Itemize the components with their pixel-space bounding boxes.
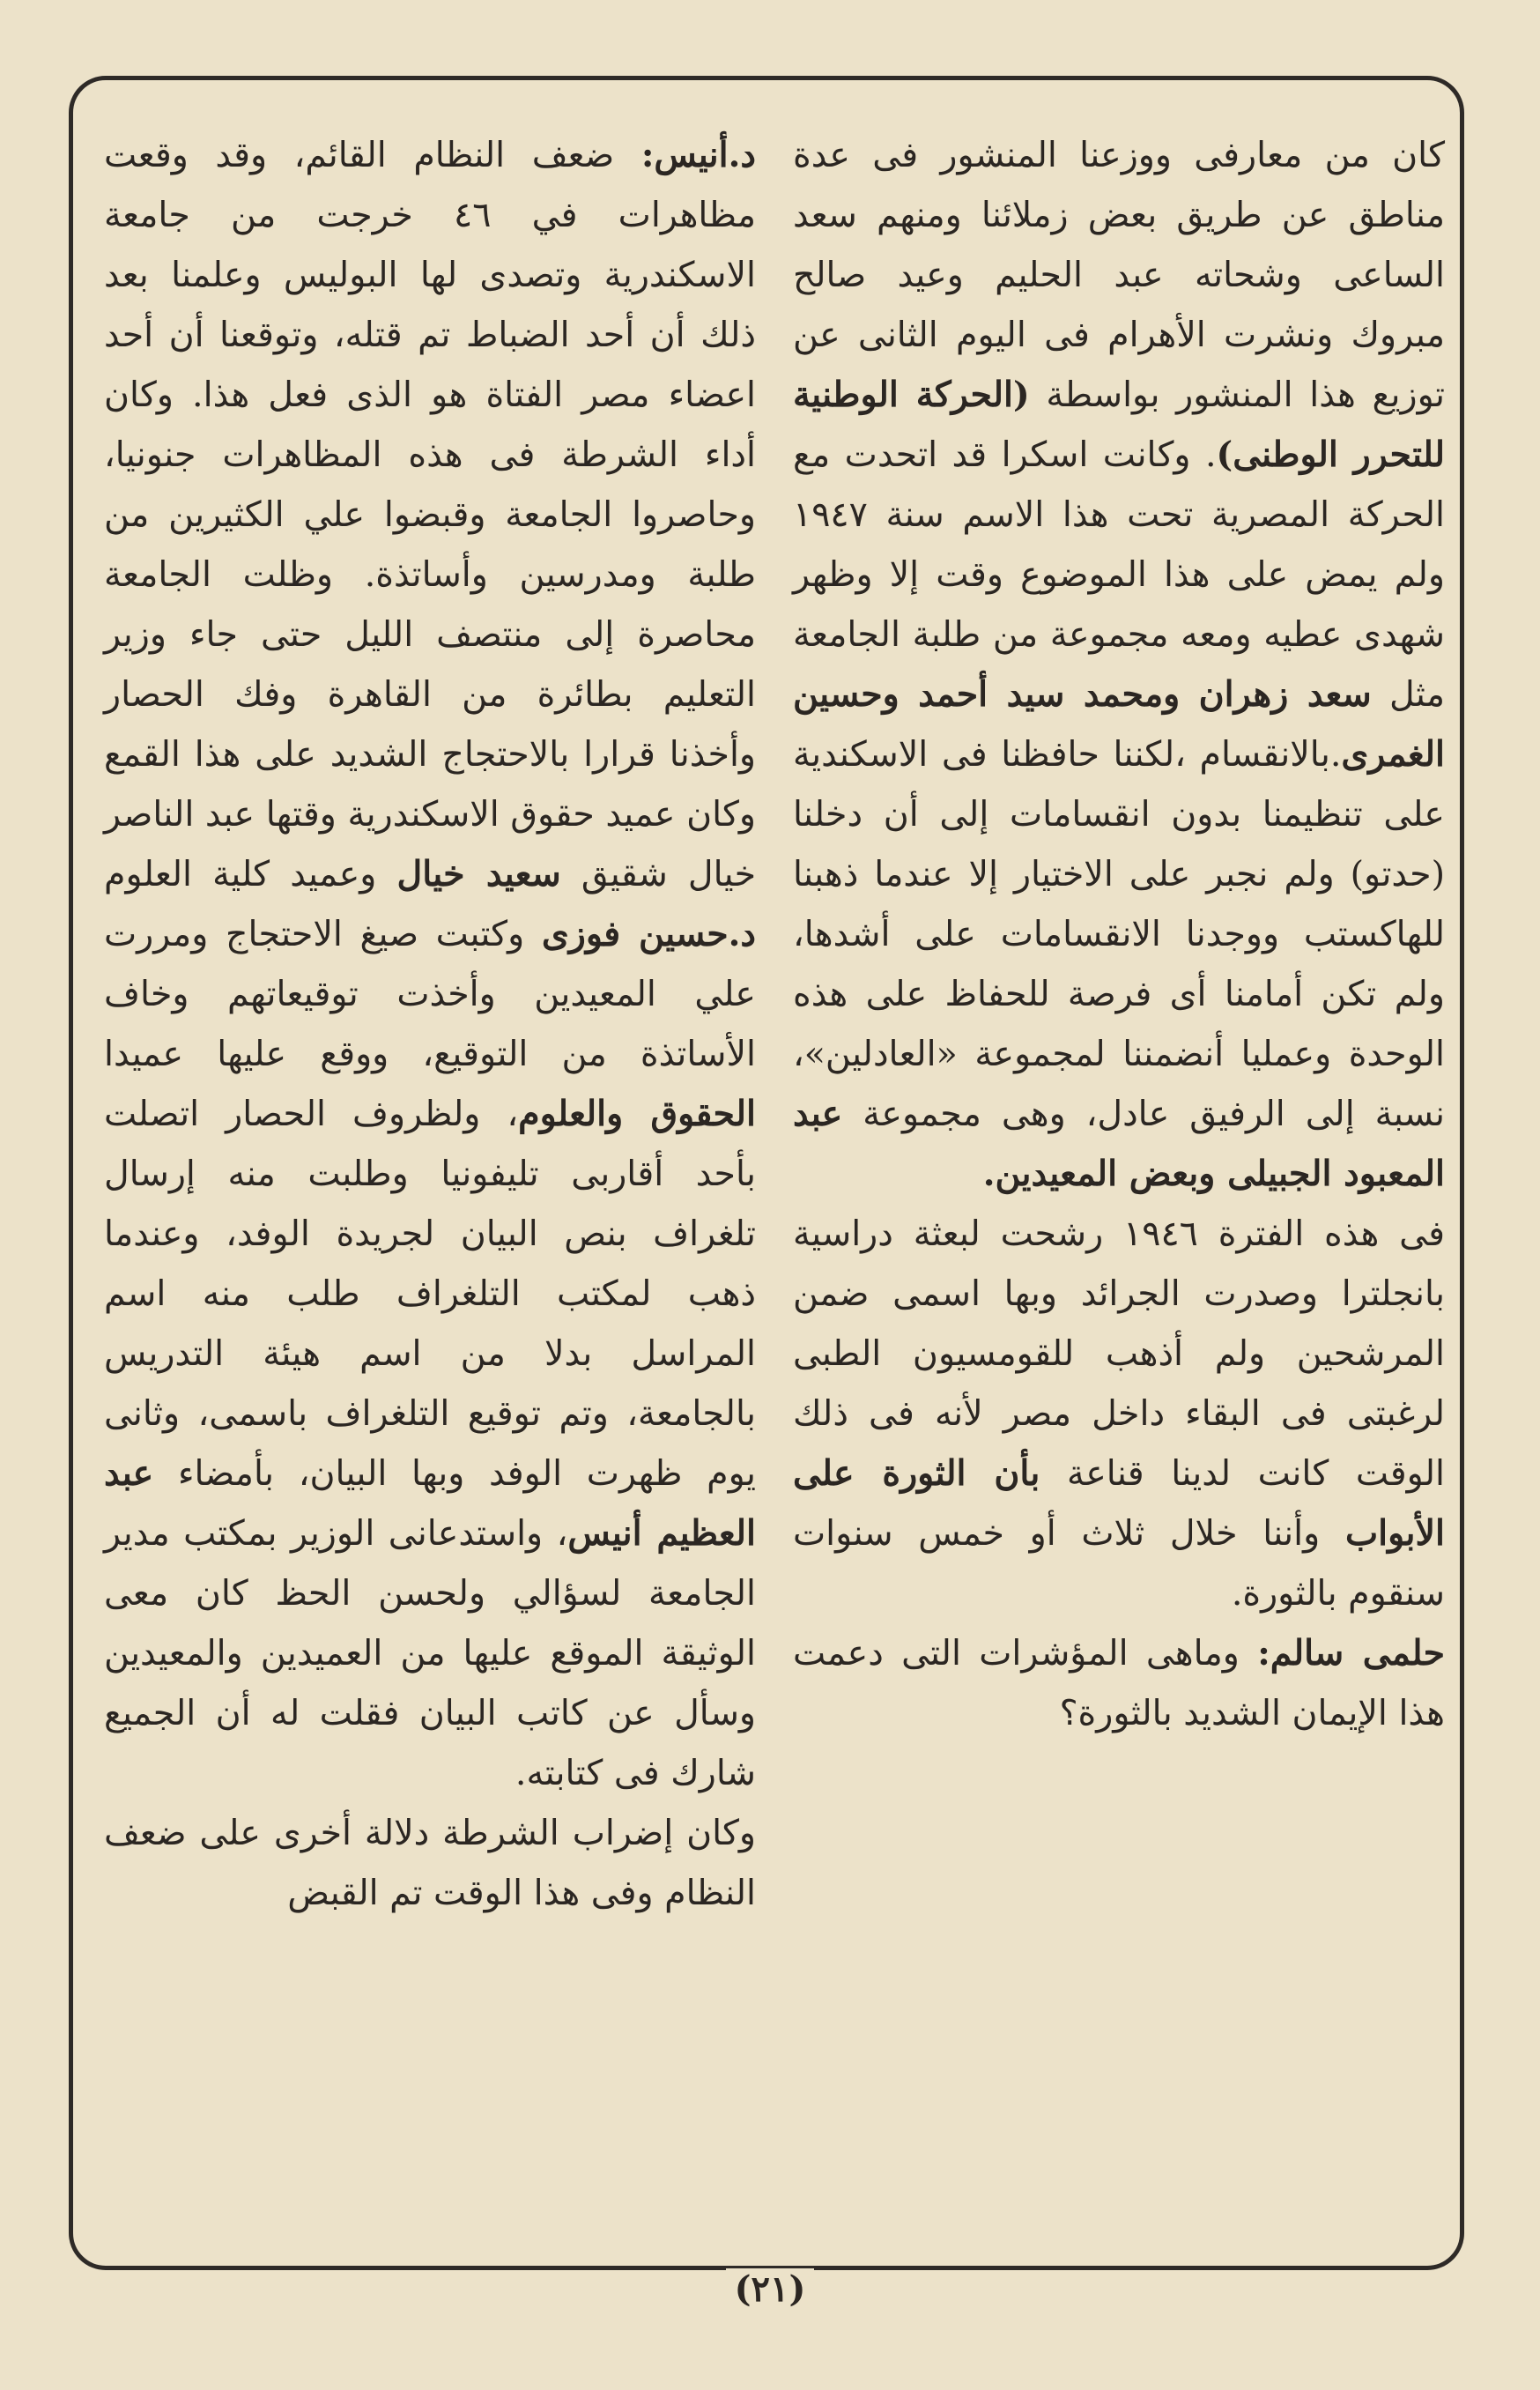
page-number: (٢١) [726,2268,814,2311]
bold-text-name: د.حسين فوزى [541,914,756,954]
bold-text-quote: بأن الثورة على الأبواب [793,1453,1445,1554]
bold-text-name: سعيد خيال [396,854,561,894]
text-run: فى هذه الفترة ١٩٤٦ رشحت لبعثة دراسية بانجلترا وصدرت الجرائد وبها اسمى ضمن المرشحين ولم أذهب للقومسيون الطبى لرغبتى فى البقاء داخل مصر لأنه فى ذلك الوقت كانت لدينا قناعة [793,1214,1445,1494]
article-column-right [793,125,1445,1743]
text-run: .بالانقسام ،لكننا حافظنا فى الاسكندية على تنظيمنا بدون انقسامات إلى أن دخلنا (حدتو) ولم نجبر على الاختيار إلا عندما ذهبنا للهاكستب ووجدنا الانقسامات على أشدها، ولم تكن أمامنا أى فرصة للحفاظ على هذه الوحدة وعمليا أنضمننا لمجموعة «العادلين»، نسبة إلى الرفيق عادل، وهى مجموعة [793,734,1445,1134]
paragraph-right-2 [793,1204,1445,1623]
text-run: وأننا خلال ثلاث أو خمس سنوات سنقوم بالثورة. [793,1513,1445,1614]
paragraph-right-3 [793,1623,1445,1743]
text-run: ضعف النظام القائم، وقد وقعت مظاهرات في ٤٦ خرجت من جامعة الاسكندرية وتصدى لها البوليس وعلمنا بعد ذلك أن أحد الضباط تم قتله، وتوقعنا أن أحد اعضاء مصر الفتاة هو الذى فعل هذا. وكان أداء الشرطة فى هذه المظاهرات جنونيا، وحاصروا الجامعة وقبضوا علي الكثيرين من طلبة ومدرسين وأساتذة. وظلت الجامعة محاصرة إلى منتصف الليل حتى جاء وزير التعليم بطائرة من القاهرة وفك الحصار وأخذنا قرارا بالاحتجاج الشديد على هذا القمع وكان عميد حقوق الاسكندرية وقتها عبد الناصر خيال شقيق [104,135,757,894]
article-column-left [104,125,756,1923]
text-run: وكتبت صيغ الاحتجاج ومررت علي المعيدين وأخذت توقيعاتهم وخاف الأساتذة من التوقيع، ووقع عليها عميدا [104,914,756,1074]
paragraph-left-1 [104,125,756,1803]
speaker-label: حلمى سالم: [1257,1633,1445,1674]
text-run: كان من معارفى ووزعنا المنشور فى عدة مناطق عن طريق بعض زملائنا ومنهم سعد الساعى وشحاته عبد الحليم وعيد صالح مبروك ونشرت الأهرام فى اليوم الثانى عن توزيع هذا المنشور بواسطة [793,135,1445,415]
bold-text-organization: (الحركة الوطنية للتحرر الوطنى) [793,375,1445,475]
bold-text-names: عبد المعبود الجبيلى وبعض المعيدين. [793,1094,1445,1194]
text-run: ، واستدعانى الوزير بمكتب مدير الجامعة لسؤالي ولحسن الحظ كان معى الوثيقة الموقع عليها من العميدين والمعيدين وسأل عن كاتب البيان فقلت له أن الجميع شارك فى كتابته. [104,1513,756,1793]
text-run: . وكانت اسكرا قد اتحدت مع الحركة المصرية تحت هذا الاسم سنة ١٩٤٧ ولم يمض على هذا الموضوع وقت إلا وظهر شهدى عطيه ومعه مجموعة من طلبة الجامعة مثل [793,434,1445,715]
speaker-label: د.أنيس: [640,135,756,175]
text-run: ، ولظروف الحصار اتصلت بأحد أقاربى تليفونيا وطلبت منه إرسال تلغراف بنص البيان لجريدة الوفد، وعندما ذهب لمكتب التلغراف طلب منه اسم المراسل بدلا من اسم هيئة التدريس بالجامعة، وتم توقيع التلغراف باسمى، وثانى يوم ظهرت الوفد وبها البيان، بأمضاء [104,1094,756,1494]
bold-text-names: سعد زهران ومحمد سيد أحمد وحسين الغمرى [793,674,1445,775]
paragraph-right-1 [793,125,1445,1204]
bold-text-faculties: الحقوق والعلوم [518,1094,757,1134]
text-run: وعميد كلية العلوم [104,854,397,894]
question-text: وماهى المؤشرات التى دعمت هذا الإيمان الشديد بالثورة؟ [793,1633,1445,1733]
bold-text-name: عبد العظيم أنيس [104,1453,756,1554]
paragraph-left-2: وكان إضراب الشرطة دلالة أخرى على ضعف النظام وفى هذا الوقت تم القبض [104,1813,756,1913]
